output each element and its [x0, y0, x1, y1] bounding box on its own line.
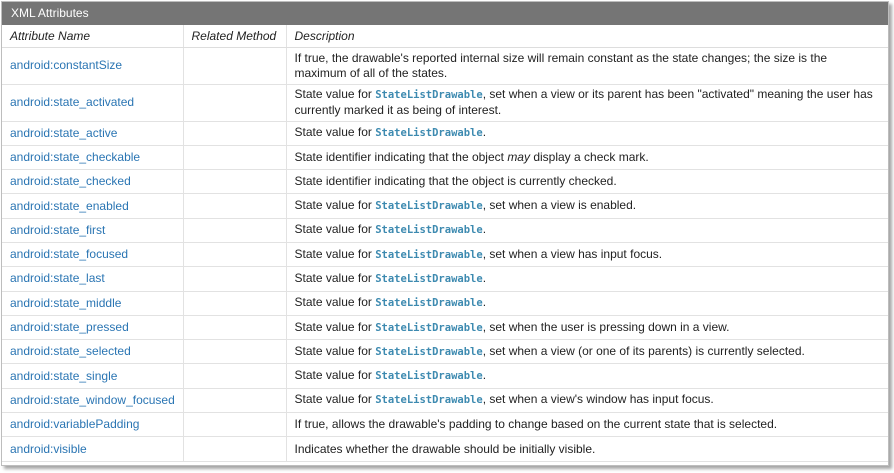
statelistdrawable-link[interactable]: StateListDrawable — [375, 394, 483, 407]
statelistdrawable-link[interactable]: StateListDrawable — [375, 321, 483, 334]
statelistdrawable-link[interactable]: StateListDrawable — [375, 297, 483, 310]
table-row — [2, 291, 888, 315]
attribute-name-link[interactable]: android:state_checkable — [2, 145, 183, 169]
column-header-related-method: Related Method — [183, 25, 286, 47]
description-text: , set when a view or its parent has been "activated" meaning the user has currently marked it as being of interest. — [294, 87, 873, 117]
related-method-cell — [183, 121, 286, 145]
description-text: State value for — [294, 319, 376, 334]
description-text: State value for — [294, 125, 376, 140]
description-text: State value for — [294, 368, 376, 383]
description-cell — [286, 194, 888, 218]
table-row — [2, 315, 888, 339]
description-cell — [286, 84, 888, 121]
description-cell — [286, 364, 888, 388]
table-row — [2, 413, 888, 437]
description-cell: If true, the drawable's reported internal size will remain constant as the state changes; the size is the maximum of all of the states. — [286, 47, 888, 84]
statelistdrawable-link[interactable]: StateListDrawable — [375, 248, 483, 261]
related-method-cell — [183, 315, 286, 339]
description-text: State value for — [294, 392, 376, 407]
related-method-cell — [183, 267, 286, 291]
attribute-name-link[interactable]: android:state_first — [2, 218, 183, 242]
table-row — [2, 121, 888, 145]
related-method-cell — [183, 47, 286, 84]
description-text: . — [482, 368, 487, 383]
table-row — [2, 218, 888, 242]
description-text: State value for — [294, 246, 376, 261]
table-row — [2, 340, 888, 364]
related-method-cell — [183, 194, 286, 218]
related-method-cell — [183, 84, 286, 121]
table-row — [2, 194, 888, 218]
attribute-name-link[interactable]: android:state_focused — [2, 242, 183, 266]
table-row — [2, 145, 888, 169]
related-method-cell — [183, 364, 286, 388]
column-header-description: Description — [286, 25, 888, 47]
description-text: State value for — [294, 270, 376, 285]
description-text: , set when a view is enabled. — [482, 198, 637, 213]
statelistdrawable-link[interactable]: StateListDrawable — [375, 345, 483, 358]
description-text: . — [482, 222, 487, 237]
attribute-name-link[interactable]: android:state_single — [2, 364, 183, 388]
attribute-name-link[interactable]: android:constantSize — [2, 47, 183, 84]
description-cell: If true, allows the drawable's padding to change based on the current state that is selected. — [286, 413, 888, 437]
description-text: State value for — [294, 343, 376, 358]
description-text: . — [482, 125, 487, 140]
description-cell — [286, 121, 888, 145]
statelistdrawable-link[interactable]: StateListDrawable — [375, 89, 483, 101]
related-method-cell — [183, 242, 286, 266]
section-title: XML Attributes — [2, 2, 888, 25]
description-text: State value for — [294, 295, 376, 310]
related-method-cell — [183, 145, 286, 169]
description-text: State value for — [294, 198, 376, 213]
attribute-name-link[interactable]: android:state_active — [2, 121, 183, 145]
attribute-name-link[interactable]: android:state_middle — [2, 291, 183, 315]
description-cell — [286, 242, 888, 266]
statelistdrawable-link[interactable]: StateListDrawable — [375, 224, 483, 237]
related-method-cell — [183, 218, 286, 242]
description-text: , set when a view has input focus. — [482, 246, 663, 261]
description-text: . — [482, 295, 487, 310]
related-method-cell — [183, 340, 286, 364]
description-cell — [286, 340, 888, 364]
attributes-table — [2, 25, 888, 462]
table-row — [2, 437, 888, 461]
attribute-name-link[interactable]: android:variablePadding — [2, 413, 183, 437]
table-header-row — [2, 25, 888, 47]
attribute-name-link[interactable]: android:state_checked — [2, 170, 183, 194]
description-text: , set when a view (or one of its parents) is currently selected. — [482, 343, 805, 358]
attribute-name-link[interactable]: android:state_pressed — [2, 315, 183, 339]
description-cell: State identifier indicating that the object is currently checked. — [286, 170, 888, 194]
description-text: State value for — [294, 222, 376, 237]
attribute-name-link[interactable]: android:state_enabled — [2, 194, 183, 218]
attribute-name-link[interactable]: android:state_activated — [2, 84, 183, 121]
attribute-name-link[interactable]: android:state_last — [2, 267, 183, 291]
related-method-cell — [183, 170, 286, 194]
description-cell — [286, 291, 888, 315]
statelistdrawable-link[interactable]: StateListDrawable — [375, 200, 483, 213]
description-text: display a check mark. — [529, 149, 649, 164]
column-header-attribute-name: Attribute Name — [2, 25, 183, 47]
description-cell — [286, 315, 888, 339]
description-text: , set when the user is pressing down in a view. — [482, 319, 730, 334]
related-method-cell — [183, 291, 286, 315]
statelistdrawable-link[interactable]: StateListDrawable — [375, 127, 483, 140]
emphasis-text: may — [507, 149, 530, 164]
table-row — [2, 47, 888, 84]
description-cell — [286, 267, 888, 291]
related-method-cell — [183, 388, 286, 412]
attribute-name-link[interactable]: android:visible — [2, 437, 183, 461]
related-method-cell — [183, 437, 286, 461]
xml-attributes-panel — [1, 1, 889, 466]
description-text: State value for — [294, 87, 376, 101]
table-row — [2, 364, 888, 388]
description-text: State identifier indicating that the object — [294, 149, 508, 164]
description-cell: Indicates whether the drawable should be initially visible. — [286, 437, 888, 461]
related-method-cell — [183, 413, 286, 437]
table-row — [2, 84, 888, 121]
statelistdrawable-link[interactable]: StateListDrawable — [375, 370, 483, 383]
statelistdrawable-link[interactable]: StateListDrawable — [375, 272, 483, 285]
description-text: , set when a view's window has input focus. — [482, 392, 714, 407]
description-text: . — [482, 270, 487, 285]
description-cell — [286, 218, 888, 242]
table-row — [2, 267, 888, 291]
table-row — [2, 242, 888, 266]
table-row — [2, 388, 888, 412]
attribute-name-link[interactable]: android:state_selected — [2, 340, 183, 364]
table-row — [2, 170, 888, 194]
attribute-name-link[interactable]: android:state_window_focused — [2, 388, 183, 412]
table-body — [2, 47, 888, 461]
description-cell — [286, 388, 888, 412]
description-cell — [286, 145, 888, 169]
